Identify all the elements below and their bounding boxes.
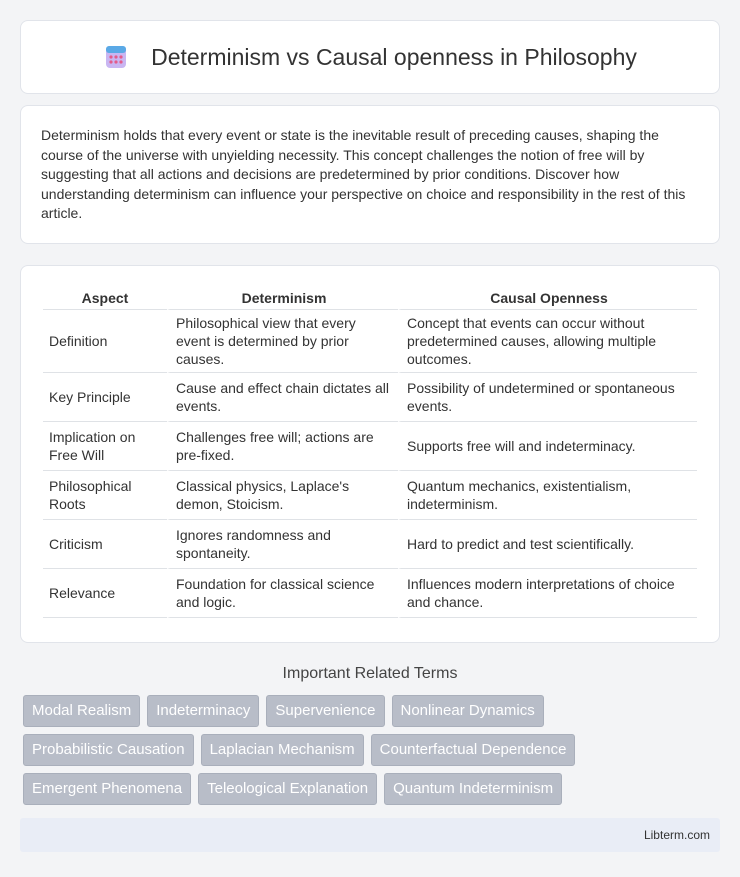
table-row (43, 520, 697, 569)
intro-text: Determinism holds that every event or state is the inevitable result of preceding causes, shaping the course of the universe with unyielding necessity. This concept challenges the notion of free will by suggesting that all actions and decisions are predetermined by prior conditions. Discover how understanding determinism can influence your perspective on choice and responsibility in the rest of this article. (41, 127, 686, 222)
header-causal-openness: Causal Openness (398, 286, 697, 310)
table-row (43, 373, 697, 422)
header-determinism: Determinism (167, 286, 398, 310)
related-terms-tags (20, 695, 720, 805)
calculator-icon (103, 44, 129, 70)
table-cell: Implication on Free Will (43, 422, 167, 471)
tag-modal-realism[interactable]: Modal Realism (23, 695, 140, 727)
table-cell: Hard to predict and test scientifically. (398, 520, 697, 569)
table-cell: Possibility of undetermined or spontaneous events. (398, 373, 697, 422)
tag-emergent-phenomena[interactable]: Emergent Phenomena (23, 773, 191, 805)
comparison-table (43, 286, 697, 618)
related-terms-section (20, 665, 720, 805)
footer-brand-link[interactable]: Libterm.com (643, 828, 710, 842)
table-row (43, 422, 697, 471)
tag-indeterminacy[interactable]: Indeterminacy (147, 695, 259, 727)
footer (20, 818, 720, 852)
table-cell: Influences modern interpretations of choice and chance. (398, 569, 697, 618)
table-cell: Relevance (43, 569, 167, 618)
tag-supervenience[interactable]: Supervenience (266, 695, 384, 727)
table-cell: Ignores randomness and spontaneity. (167, 520, 398, 569)
tag-quantum-indeterminism[interactable]: Quantum Indeterminism (384, 773, 562, 805)
tag-counterfactual-dependence[interactable]: Counterfactual Dependence (371, 734, 576, 766)
table-row (43, 471, 697, 520)
tag-probabilistic-causation[interactable]: Probabilistic Causation (23, 734, 194, 766)
related-terms-title: Important Related Terms (282, 665, 458, 682)
tag-teleological-explanation[interactable]: Teleological Explanation (198, 773, 377, 805)
header-aspect: Aspect (43, 286, 167, 310)
table-cell: Philosophical view that every event is determined by prior causes. (167, 310, 398, 373)
tag-laplacian-mechanism[interactable]: Laplacian Mechanism (201, 734, 364, 766)
table-cell: Concept that events can occur without predetermined causes, allowing multiple outcomes. (398, 310, 697, 373)
table-cell: Supports free will and indeterminacy. (398, 422, 697, 471)
table-cell: Cause and effect chain dictates all events. (167, 373, 398, 422)
tag-nonlinear-dynamics[interactable]: Nonlinear Dynamics (392, 695, 544, 727)
table-cell: Definition (43, 310, 167, 373)
table-cell: Philosophical Roots (43, 471, 167, 520)
comparison-table-card (20, 265, 720, 643)
table-cell: Foundation for classical science and logic. (167, 569, 398, 618)
intro-card (20, 105, 720, 244)
table-cell: Criticism (43, 520, 167, 569)
table-row (43, 310, 697, 373)
table-cell: Quantum mechanics, existentialism, indeterminism. (398, 471, 697, 520)
header-card (20, 20, 720, 94)
table-cell: Challenges free will; actions are pre-fixed. (167, 422, 398, 471)
page-title: Determinism vs Causal openness in Philosophy (151, 43, 637, 70)
table-cell: Key Principle (43, 373, 167, 422)
table-row (43, 569, 697, 618)
table-header-row (43, 286, 697, 310)
table-cell: Classical physics, Laplace's demon, Stoicism. (167, 471, 398, 520)
